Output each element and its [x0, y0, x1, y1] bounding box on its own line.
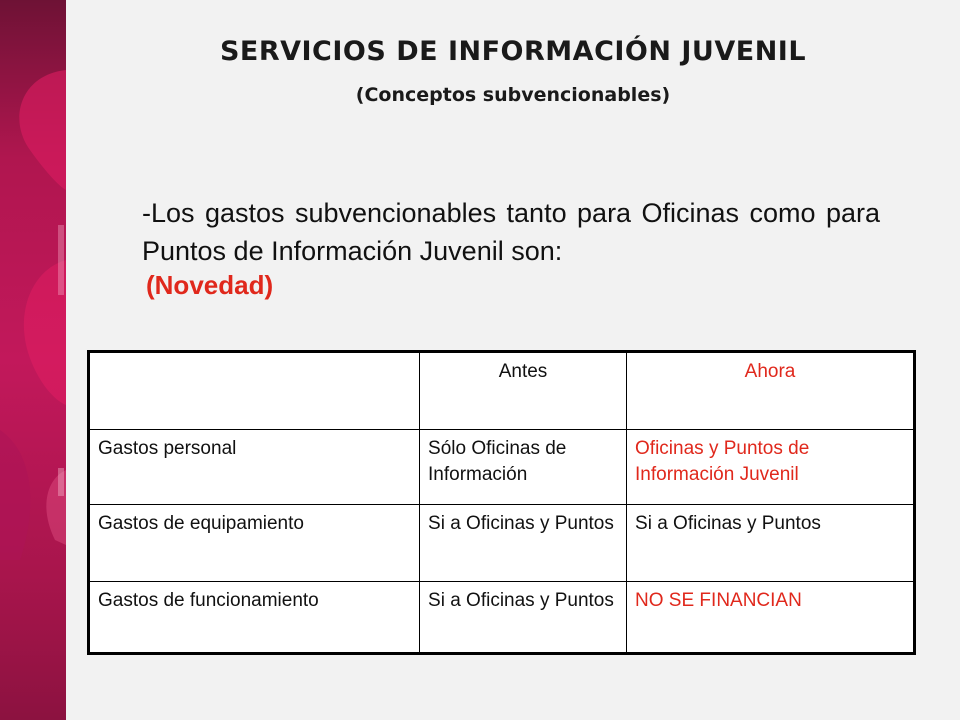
row-ahora-cell: Oficinas y Puntos de Información Juvenil — [627, 430, 915, 505]
slide-subtitle: (Conceptos subvencionables) — [355, 84, 671, 106]
table-header-row — [89, 352, 915, 430]
decorative-side-band — [0, 0, 66, 720]
row-ahora-cell: Si a Oficinas y Puntos — [627, 505, 915, 582]
row-concept-cell: Gastos personal — [89, 430, 420, 505]
table-row — [89, 430, 915, 505]
row-antes-cell: Si a Oficinas y Puntos — [420, 505, 627, 582]
header-cell-concept — [89, 352, 420, 430]
header-cell-ahora: Ahora — [627, 352, 915, 430]
row-antes-cell: Si a Oficinas y Puntos — [420, 582, 627, 654]
intro-paragraph: -Los gastos subvencionables tanto para Oficinas como para Puntos de Información Juvenil son: — [142, 198, 880, 266]
row-ahora-cell: NO SE FINANCIAN — [627, 582, 915, 654]
side-band-graphic — [0, 0, 66, 720]
comparison-table — [87, 350, 916, 655]
row-concept-cell: Gastos de equipamiento — [89, 505, 420, 582]
row-antes-cell: Sólo Oficinas de Información — [420, 430, 627, 505]
slide-title: SERVICIOS DE INFORMACIÓN JUVENIL — [219, 36, 807, 67]
table-row — [89, 582, 915, 654]
header-cell-antes: Antes — [420, 352, 627, 430]
table-row — [89, 505, 915, 582]
row-concept-cell: Gastos de funcionamiento — [89, 582, 420, 654]
novedad-badge: (Novedad) — [146, 270, 274, 300]
